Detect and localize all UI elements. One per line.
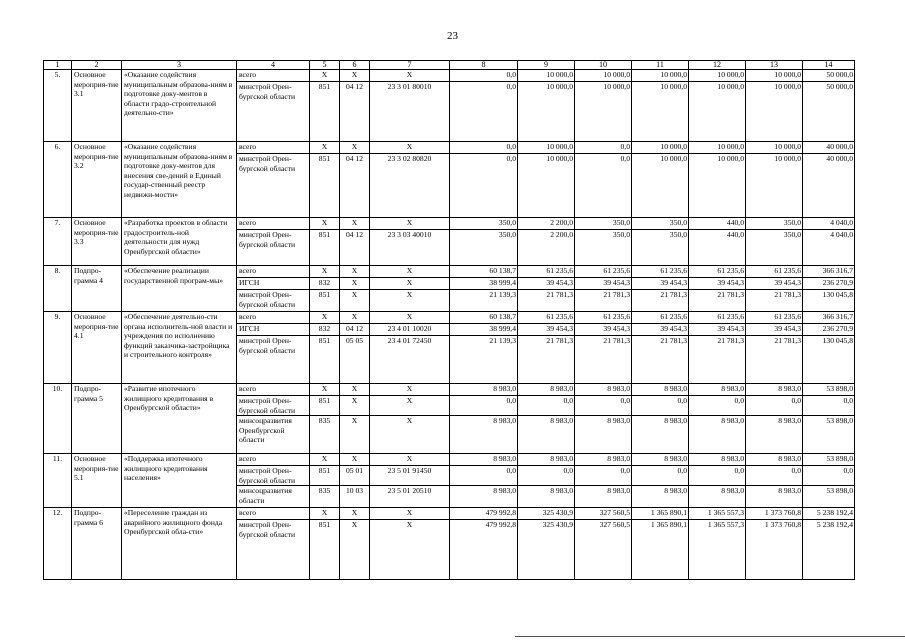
amount-cell: 39 454,3 xyxy=(518,278,575,290)
executor-cell: всего xyxy=(237,454,310,466)
amount-cell: 10 000,0 xyxy=(746,142,803,154)
amount-cell: 2 200,0 xyxy=(518,230,575,266)
amount-cell: 5 238 192,4 xyxy=(803,508,855,520)
section-code-cell: X xyxy=(340,266,370,278)
amount-cell: 10 000,0 xyxy=(632,70,689,82)
table-row xyxy=(44,384,855,396)
table-row xyxy=(44,266,855,278)
amount-cell: 61 235,6 xyxy=(632,266,689,278)
amount-cell: 10 000,0 xyxy=(575,82,632,142)
amount-cell: 4 040,0 xyxy=(803,230,855,266)
column-number-cell: 7 xyxy=(370,61,450,70)
amount-cell: 21 781,3 xyxy=(746,336,803,384)
section-code-cell: X xyxy=(340,520,370,580)
amount-cell: 21 139,3 xyxy=(450,290,518,312)
amount-cell: 479 992,8 xyxy=(450,520,518,580)
gr-code-cell: 851 xyxy=(310,82,340,142)
section-code-cell: X xyxy=(340,142,370,154)
gr-code-cell: 851 xyxy=(310,154,340,218)
column-number-cell: 4 xyxy=(237,61,310,70)
column-number-cell: 3 xyxy=(122,61,237,70)
amount-cell: 350,0 xyxy=(632,230,689,266)
amount-cell: 0,0 xyxy=(450,82,518,142)
amount-cell: 0,0 xyxy=(632,466,689,486)
amount-cell: 8 983,0 xyxy=(518,416,575,454)
amount-cell: 10 000,0 xyxy=(632,154,689,218)
target-code-cell: 23 3 01 80010 xyxy=(370,82,450,142)
amount-cell: 8 983,0 xyxy=(450,486,518,508)
gr-code-cell: X xyxy=(310,266,340,278)
section-code-cell: 04 12 xyxy=(340,230,370,266)
amount-cell: 327 560,5 xyxy=(575,508,632,520)
amount-cell: 10 000,0 xyxy=(518,142,575,154)
column-number-cell: 11 xyxy=(632,61,689,70)
amount-cell: 325 430,9 xyxy=(518,520,575,580)
section-code-cell: X xyxy=(340,218,370,230)
row-number: 7. xyxy=(44,218,72,266)
amount-cell: 236 270,9 xyxy=(803,324,855,336)
gr-code-cell: 851 xyxy=(310,466,340,486)
gr-code-cell: 835 xyxy=(310,416,340,454)
amount-cell: 0,0 xyxy=(632,396,689,416)
row-number: 11. xyxy=(44,454,72,508)
amount-cell: 10 000,0 xyxy=(689,142,746,154)
amount-cell: 8 983,0 xyxy=(689,454,746,466)
item-kind: Основное мероприя-тие 4.1 xyxy=(72,312,122,384)
amount-cell: 8 983,0 xyxy=(450,454,518,466)
amount-cell: 8 983,0 xyxy=(632,486,689,508)
amount-cell: 1 373 760,8 xyxy=(746,520,803,580)
target-code-cell: X xyxy=(370,218,450,230)
executor-cell: всего xyxy=(237,312,310,324)
table-row xyxy=(44,508,855,520)
row-number: 8. xyxy=(44,266,72,312)
amount-cell: 10 000,0 xyxy=(689,82,746,142)
amount-cell: 1 365 557,3 xyxy=(689,520,746,580)
amount-cell: 61 235,6 xyxy=(518,312,575,324)
amount-cell: 0,0 xyxy=(803,466,855,486)
amount-cell: 40 000,0 xyxy=(803,142,855,154)
program-funding-table xyxy=(43,60,855,580)
page-number: 23 xyxy=(447,30,458,42)
executor-cell: ИГСН xyxy=(237,278,310,290)
executor-cell: всего xyxy=(237,384,310,396)
target-code-cell: 23 5 01 20510 xyxy=(370,486,450,508)
amount-cell: 10 000,0 xyxy=(575,70,632,82)
column-number-cell: 2 xyxy=(72,61,122,70)
item-kind: Подпро-грамма 6 xyxy=(72,508,122,580)
amount-cell: 479 992,8 xyxy=(450,508,518,520)
item-kind: Подпро-грамма 5 xyxy=(72,384,122,454)
amount-cell: 0,0 xyxy=(689,396,746,416)
amount-cell: 4 040,0 xyxy=(803,218,855,230)
amount-cell: 39 454,3 xyxy=(632,324,689,336)
amount-cell: 38 999,4 xyxy=(450,278,518,290)
gr-code-cell: 851 xyxy=(310,336,340,384)
amount-cell: 2 200,0 xyxy=(518,218,575,230)
amount-cell: 350,0 xyxy=(450,230,518,266)
amount-cell: 325 430,9 xyxy=(518,508,575,520)
amount-cell: 5 238 192,4 xyxy=(803,520,855,580)
executor-cell: всего xyxy=(237,70,310,82)
section-code-cell: X xyxy=(340,396,370,416)
amount-cell: 0,0 xyxy=(450,396,518,416)
item-kind: Подпро-грамма 4 xyxy=(72,266,122,312)
section-code-cell: X xyxy=(340,416,370,454)
amount-cell: 21 781,3 xyxy=(518,336,575,384)
amount-cell: 10 000,0 xyxy=(746,154,803,218)
executor-cell: всего xyxy=(237,508,310,520)
item-name: «Обеспечение деятельно-сти органа исполнитель-ной власти и учреждения по исполнению функций заказчика-застройщика и строительного контроля» xyxy=(122,312,237,384)
amount-cell: 8 983,0 xyxy=(575,416,632,454)
gr-code-cell: X xyxy=(310,142,340,154)
amount-cell: 61 235,6 xyxy=(632,312,689,324)
amount-cell: 40 000,0 xyxy=(803,154,855,218)
gr-code-cell: X xyxy=(310,312,340,324)
target-code-cell: X xyxy=(370,266,450,278)
amount-cell: 8 983,0 xyxy=(518,486,575,508)
column-number-row xyxy=(44,61,855,70)
amount-cell: 21 781,3 xyxy=(575,336,632,384)
amount-cell: 50 000,0 xyxy=(803,82,855,142)
row-number: 12. xyxy=(44,508,72,580)
amount-cell: 8 983,0 xyxy=(689,384,746,396)
column-number-cell: 14 xyxy=(803,61,855,70)
target-code-cell: X xyxy=(370,454,450,466)
item-name: «Поддержка ипотечного жилищного кредитования населения» xyxy=(122,454,237,508)
section-code-cell: X xyxy=(340,508,370,520)
executor-cell: минстрой Орен-бургской области xyxy=(237,466,310,486)
amount-cell: 61 235,6 xyxy=(689,266,746,278)
amount-cell: 0,0 xyxy=(746,396,803,416)
amount-cell: 350,0 xyxy=(450,218,518,230)
amount-cell: 21 139,3 xyxy=(450,336,518,384)
amount-cell: 366 316,7 xyxy=(803,312,855,324)
executor-cell: минстрой Орен-бургской области xyxy=(237,230,310,266)
amount-cell: 0,0 xyxy=(575,154,632,218)
item-name: «Развитие ипотечного жилищного кредитования в Оренбургской области» xyxy=(122,384,237,454)
amount-cell: 350,0 xyxy=(575,230,632,266)
amount-cell: 0,0 xyxy=(689,466,746,486)
amount-cell: 21 781,3 xyxy=(632,336,689,384)
target-code-cell: X xyxy=(370,416,450,454)
column-number-cell: 9 xyxy=(518,61,575,70)
amount-cell: 0,0 xyxy=(575,466,632,486)
table-row xyxy=(44,70,855,82)
amount-cell: 53 898,0 xyxy=(803,384,855,396)
target-code-cell: X xyxy=(370,290,450,312)
target-code-cell: X xyxy=(370,278,450,290)
amount-cell: 10 000,0 xyxy=(746,70,803,82)
section-code-cell: X xyxy=(340,290,370,312)
target-code-cell: X xyxy=(370,508,450,520)
gr-code-cell: X xyxy=(310,70,340,82)
table-body xyxy=(44,61,855,580)
table-row xyxy=(44,312,855,324)
section-code-cell: 04 12 xyxy=(340,82,370,142)
gr-code-cell: 835 xyxy=(310,486,340,508)
section-code-cell: 04 12 xyxy=(340,324,370,336)
target-code-cell: 23 5 01 91450 xyxy=(370,466,450,486)
amount-cell: 350,0 xyxy=(746,218,803,230)
executor-cell: минстрой Орен-бургской области xyxy=(237,290,310,312)
item-name: «Оказание содействия муниципальным образова-ниям в подготовке доку-ментов для внесения све-дений в Единый государ-ственный реестр недвижи-мости» xyxy=(122,142,237,218)
amount-cell: 350,0 xyxy=(632,218,689,230)
target-code-cell: 23 4 01 72450 xyxy=(370,336,450,384)
amount-cell: 21 781,3 xyxy=(632,290,689,312)
gr-code-cell: 851 xyxy=(310,396,340,416)
column-number-cell: 10 xyxy=(575,61,632,70)
target-code-cell: X xyxy=(370,142,450,154)
amount-cell: 0,0 xyxy=(575,142,632,154)
amount-cell: 8 983,0 xyxy=(746,384,803,396)
amount-cell: 10 000,0 xyxy=(518,154,575,218)
amount-cell: 8 983,0 xyxy=(450,384,518,396)
section-code-cell: 05 01 xyxy=(340,466,370,486)
amount-cell: 53 898,0 xyxy=(803,416,855,454)
row-number: 9. xyxy=(44,312,72,384)
column-number-cell: 5 xyxy=(310,61,340,70)
amount-cell: 1 365 890,1 xyxy=(632,520,689,580)
amount-cell: 10 000,0 xyxy=(689,70,746,82)
amount-cell: 0,0 xyxy=(518,396,575,416)
column-number-cell: 8 xyxy=(450,61,518,70)
amount-cell: 0,0 xyxy=(450,70,518,82)
amount-cell: 350,0 xyxy=(575,218,632,230)
item-name: «Обеспечение реализации государственной програм-мы» xyxy=(122,266,237,312)
amount-cell: 60 138,7 xyxy=(450,266,518,278)
amount-cell: 39 454,3 xyxy=(575,324,632,336)
executor-cell: всего xyxy=(237,218,310,230)
target-code-cell: X xyxy=(370,520,450,580)
executor-cell: минсоцразвития области xyxy=(237,486,310,508)
target-code-cell: X xyxy=(370,70,450,82)
amount-cell: 10 000,0 xyxy=(632,142,689,154)
amount-cell: 10 000,0 xyxy=(746,82,803,142)
amount-cell: 61 235,6 xyxy=(746,312,803,324)
row-number: 10. xyxy=(44,384,72,454)
amount-cell: 61 235,6 xyxy=(746,266,803,278)
target-code-cell: X xyxy=(370,312,450,324)
executor-cell: минстрой Орен-бургской области xyxy=(237,520,310,580)
item-kind: Основное мероприя-тие 5.1 xyxy=(72,454,122,508)
amount-cell: 21 781,3 xyxy=(575,290,632,312)
executor-cell: минстрой Орен-бургской области xyxy=(237,154,310,218)
target-code-cell: 23 3 02 80820 xyxy=(370,154,450,218)
amount-cell: 8 983,0 xyxy=(632,384,689,396)
section-code-cell: X xyxy=(340,384,370,396)
amount-cell: 8 983,0 xyxy=(689,416,746,454)
amount-cell: 8 983,0 xyxy=(518,454,575,466)
column-number-cell: 13 xyxy=(746,61,803,70)
amount-cell: 10 000,0 xyxy=(518,82,575,142)
amount-cell: 440,0 xyxy=(689,218,746,230)
section-code-cell: X xyxy=(340,70,370,82)
amount-cell: 61 235,6 xyxy=(518,266,575,278)
amount-cell: 350,0 xyxy=(746,230,803,266)
row-number: 5. xyxy=(44,70,72,142)
target-code-cell: X xyxy=(370,384,450,396)
executor-cell: минстрой Орен-бургской области xyxy=(237,396,310,416)
amount-cell: 61 235,6 xyxy=(689,312,746,324)
amount-cell: 8 983,0 xyxy=(575,454,632,466)
amount-cell: 8 983,0 xyxy=(632,416,689,454)
column-number-cell: 1 xyxy=(44,61,72,70)
amount-cell: 39 454,3 xyxy=(575,278,632,290)
amount-cell: 0,0 xyxy=(450,154,518,218)
amount-cell: 53 898,0 xyxy=(803,454,855,466)
amount-cell: 50 000,0 xyxy=(803,70,855,82)
item-name: «Оказание содействия муниципальным образова-ниям в подготовке доку-ментов в области градо-строительной деятельно-сти» xyxy=(122,70,237,142)
target-code-cell: X xyxy=(370,396,450,416)
item-kind: Основное мероприя-тие 3.1 xyxy=(72,70,122,142)
gr-code-cell: 851 xyxy=(310,520,340,580)
amount-cell: 10 000,0 xyxy=(632,82,689,142)
column-number-cell: 6 xyxy=(340,61,370,70)
gr-code-cell: 851 xyxy=(310,230,340,266)
amount-cell: 327 560,5 xyxy=(575,520,632,580)
amount-cell: 8 983,0 xyxy=(575,486,632,508)
amount-cell: 39 454,3 xyxy=(632,278,689,290)
amount-cell: 39 454,3 xyxy=(689,324,746,336)
amount-cell: 8 983,0 xyxy=(746,454,803,466)
amount-cell: 0,0 xyxy=(746,466,803,486)
executor-cell: ИГСН xyxy=(237,324,310,336)
gr-code-cell: X xyxy=(310,508,340,520)
amount-cell: 8 983,0 xyxy=(689,486,746,508)
amount-cell: 130 045,8 xyxy=(803,336,855,384)
amount-cell: 61 235,6 xyxy=(575,312,632,324)
executor-cell: всего xyxy=(237,142,310,154)
item-kind: Основное мероприя-тие 3.2 xyxy=(72,142,122,218)
amount-cell: 1 365 557,3 xyxy=(689,508,746,520)
item-name: «Разработка проектов в области градостроитель-ной деятельности для нужд Оренбургской области» xyxy=(122,218,237,266)
amount-cell: 39 454,3 xyxy=(518,324,575,336)
amount-cell: 8 983,0 xyxy=(746,486,803,508)
column-number-cell: 12 xyxy=(689,61,746,70)
amount-cell: 8 983,0 xyxy=(450,416,518,454)
amount-cell: 38 999,4 xyxy=(450,324,518,336)
amount-cell: 8 983,0 xyxy=(632,454,689,466)
amount-cell: 60 138,7 xyxy=(450,312,518,324)
executor-cell: всего xyxy=(237,266,310,278)
footer-rule xyxy=(515,636,905,637)
amount-cell: 366 316,7 xyxy=(803,266,855,278)
section-code-cell: 10 03 xyxy=(340,486,370,508)
amount-cell: 39 454,3 xyxy=(689,278,746,290)
target-code-cell: 23 3 03 40010 xyxy=(370,230,450,266)
table-row xyxy=(44,142,855,154)
amount-cell: 0,0 xyxy=(450,466,518,486)
amount-cell: 21 781,3 xyxy=(746,290,803,312)
executor-cell: минстрой Орен-бургской области xyxy=(237,336,310,384)
amount-cell: 39 454,3 xyxy=(746,324,803,336)
section-code-cell: X xyxy=(340,278,370,290)
amount-cell: 0,0 xyxy=(575,396,632,416)
amount-cell: 0,0 xyxy=(518,466,575,486)
table-row xyxy=(44,218,855,230)
target-code-cell: 23 4 01 10020 xyxy=(370,324,450,336)
gr-code-cell: 832 xyxy=(310,324,340,336)
gr-code-cell: X xyxy=(310,454,340,466)
amount-cell: 1 365 890,1 xyxy=(632,508,689,520)
amount-cell: 10 000,0 xyxy=(518,70,575,82)
amount-cell: 440,0 xyxy=(689,230,746,266)
section-code-cell: X xyxy=(340,454,370,466)
executor-cell: минсоцразвития Оренбургской области xyxy=(237,416,310,454)
amount-cell: 21 781,3 xyxy=(689,336,746,384)
amount-cell: 61 235,6 xyxy=(575,266,632,278)
gr-code-cell: 832 xyxy=(310,278,340,290)
item-name: «Переселение граждан из аварийного жилищного фонда Оренбургской обла-сти» xyxy=(122,508,237,580)
gr-code-cell: X xyxy=(310,218,340,230)
item-kind: Основное мероприя-тие 3.3 xyxy=(72,218,122,266)
gr-code-cell: X xyxy=(310,384,340,396)
amount-cell: 21 781,3 xyxy=(689,290,746,312)
section-code-cell: X xyxy=(340,312,370,324)
amount-cell: 130 045,8 xyxy=(803,290,855,312)
amount-cell: 39 454,3 xyxy=(746,278,803,290)
amount-cell: 1 373 760,8 xyxy=(746,508,803,520)
section-code-cell: 04 12 xyxy=(340,154,370,218)
amount-cell: 0,0 xyxy=(450,142,518,154)
table-row xyxy=(44,454,855,466)
amount-cell: 10 000,0 xyxy=(689,154,746,218)
amount-cell: 8 983,0 xyxy=(746,416,803,454)
executor-cell: минстрой Орен-бургской области xyxy=(237,82,310,142)
amount-cell: 236 270,9 xyxy=(803,278,855,290)
amount-cell: 8 983,0 xyxy=(575,384,632,396)
amount-cell: 8 983,0 xyxy=(518,384,575,396)
section-code-cell: 05 05 xyxy=(340,336,370,384)
amount-cell: 0,0 xyxy=(803,396,855,416)
row-number: 6. xyxy=(44,142,72,218)
amount-cell: 53 898,0 xyxy=(803,486,855,508)
amount-cell: 21 781,3 xyxy=(518,290,575,312)
gr-code-cell: 851 xyxy=(310,290,340,312)
